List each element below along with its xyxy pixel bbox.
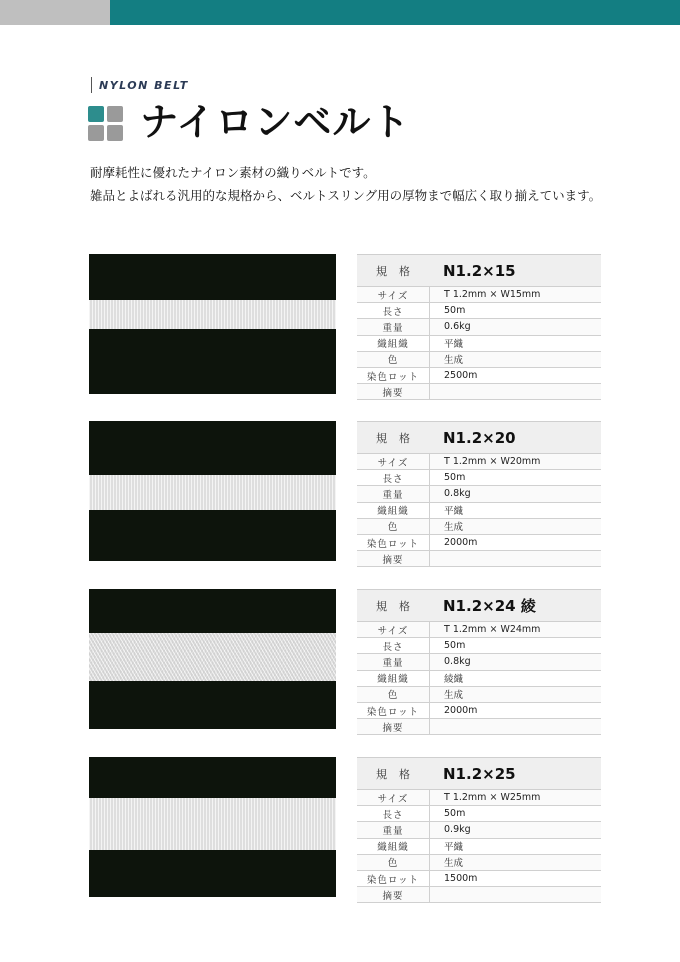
row-label: 染色ロット <box>357 368 430 383</box>
row-value: T 1.2mm × W15mm <box>444 289 541 301</box>
product-photo-2 <box>89 421 336 561</box>
spec-header <box>357 757 601 790</box>
row-label: 摘要 <box>357 551 430 566</box>
spec-row-size <box>357 287 601 303</box>
row-label: サイズ <box>357 622 430 637</box>
spec-row-length <box>357 470 601 486</box>
spec-row-weight <box>357 654 601 670</box>
spec-row-dye-lot <box>357 368 601 384</box>
row-value: 平織 <box>444 339 464 351</box>
row-label: 染色ロット <box>357 703 430 718</box>
row-label: 染色ロット <box>357 871 430 886</box>
description-line-1: 耐摩耗性に優れたナイロン素材の織りベルトです。 <box>90 165 376 180</box>
spec-value: N1.2×20 <box>443 428 516 447</box>
spec-header <box>357 589 601 622</box>
logo-square-teal <box>88 106 104 122</box>
spec-row-remarks <box>357 887 601 903</box>
spec-row-length <box>357 638 601 654</box>
row-label: 色 <box>357 352 430 367</box>
row-value: 0.8kg <box>444 488 471 500</box>
spec-label: 規格 <box>376 767 422 781</box>
spec-label: 規格 <box>376 264 422 278</box>
row-value: 1500m <box>444 873 478 885</box>
row-value: 50m <box>444 640 466 652</box>
row-value: T 1.2mm × W20mm <box>444 456 541 468</box>
header-teal-bar <box>110 0 680 25</box>
row-value: 50m <box>444 305 466 317</box>
logo-square-gray <box>107 125 123 141</box>
row-label: 長さ <box>357 470 430 485</box>
squares-logo-icon <box>88 106 124 142</box>
row-label: 織組織 <box>357 336 430 351</box>
row-value: 生成 <box>444 690 464 702</box>
row-label: サイズ <box>357 287 430 302</box>
spec-row-weight <box>357 486 601 502</box>
spec-table-4 <box>357 757 601 903</box>
row-value: 0.6kg <box>444 321 471 333</box>
row-label: 織組織 <box>357 839 430 854</box>
row-value: 生成 <box>444 522 464 534</box>
spec-row-color <box>357 687 601 703</box>
spec-row-length <box>357 806 601 822</box>
row-label: 重量 <box>357 319 430 334</box>
row-label: 重量 <box>357 822 430 837</box>
row-value: 2000m <box>444 705 478 717</box>
product-photo-1 <box>89 254 336 394</box>
row-label: 長さ <box>357 638 430 653</box>
logo-square-gray <box>88 125 104 141</box>
row-label: 染色ロット <box>357 535 430 550</box>
row-value: 平織 <box>444 842 464 854</box>
spec-row-remarks <box>357 719 601 735</box>
row-label: 色 <box>357 687 430 702</box>
row-label: 摘要 <box>357 719 430 734</box>
description-line-2: 雑品とよばれる汎用的な規格から、ベルトスリング用の厚物まで幅広く取り揃えています。 <box>90 188 602 203</box>
spec-row-weight <box>357 822 601 838</box>
spec-row-dye-lot <box>357 535 601 551</box>
spec-header <box>357 254 601 287</box>
belt-sample-3 <box>89 633 336 681</box>
spec-label: 規格 <box>376 599 422 613</box>
spec-row-length <box>357 303 601 319</box>
row-label: 織組織 <box>357 503 430 518</box>
spec-row-color <box>357 855 601 871</box>
row-label: 長さ <box>357 303 430 318</box>
spec-row-color <box>357 352 601 368</box>
row-label: 重量 <box>357 654 430 669</box>
row-label: 摘要 <box>357 887 430 902</box>
row-label: 色 <box>357 519 430 534</box>
row-value: 2000m <box>444 537 478 549</box>
spec-header <box>357 421 601 454</box>
row-label: サイズ <box>357 454 430 469</box>
eyebrow-text: NYLON BELT <box>99 78 189 92</box>
spec-row-weave <box>357 839 601 855</box>
eyebrow-rule <box>91 77 92 93</box>
page-title: ナイロンベルト <box>140 100 411 144</box>
row-value: T 1.2mm × W25mm <box>444 792 541 804</box>
row-value: 0.8kg <box>444 656 471 668</box>
belt-sample-2 <box>89 475 336 510</box>
spec-row-size <box>357 790 601 806</box>
spec-row-dye-lot <box>357 703 601 719</box>
logo-square-gray <box>107 106 123 122</box>
row-value: 平織 <box>444 506 464 518</box>
row-value: 生成 <box>444 858 464 870</box>
row-label: 摘要 <box>357 384 430 399</box>
spec-row-dye-lot <box>357 871 601 887</box>
spec-row-weave <box>357 503 601 519</box>
row-label: 重量 <box>357 486 430 501</box>
row-value: 50m <box>444 808 466 820</box>
row-value: 50m <box>444 472 466 484</box>
row-label: 長さ <box>357 806 430 821</box>
row-value: 綾織 <box>444 674 464 686</box>
belt-sample-1 <box>89 300 336 329</box>
product-photo-3 <box>89 589 336 729</box>
eyebrow <box>91 77 189 93</box>
row-value: T 1.2mm × W24mm <box>444 624 541 636</box>
spec-row-size <box>357 454 601 470</box>
spec-row-color <box>357 519 601 535</box>
spec-row-weave <box>357 336 601 352</box>
row-value: 生成 <box>444 355 464 367</box>
spec-value: N1.2×24 綾 <box>443 597 536 615</box>
row-label: 色 <box>357 855 430 870</box>
spec-row-remarks <box>357 384 601 400</box>
row-value: 2500m <box>444 370 478 382</box>
spec-value: N1.2×15 <box>443 261 516 280</box>
spec-row-weave <box>357 671 601 687</box>
spec-table-2 <box>357 421 601 567</box>
spec-table-3 <box>357 589 601 735</box>
spec-row-size <box>357 622 601 638</box>
header-gray-bar <box>0 0 110 25</box>
row-label: サイズ <box>357 790 430 805</box>
spec-value: N1.2×25 <box>443 764 516 783</box>
spec-table-1 <box>357 254 601 400</box>
spec-row-weight <box>357 319 601 335</box>
spec-label: 規格 <box>376 431 422 445</box>
spec-row-remarks <box>357 551 601 567</box>
row-label: 織組織 <box>357 671 430 686</box>
row-value: 0.9kg <box>444 824 471 836</box>
belt-sample-4 <box>89 798 336 850</box>
product-photo-4 <box>89 757 336 897</box>
